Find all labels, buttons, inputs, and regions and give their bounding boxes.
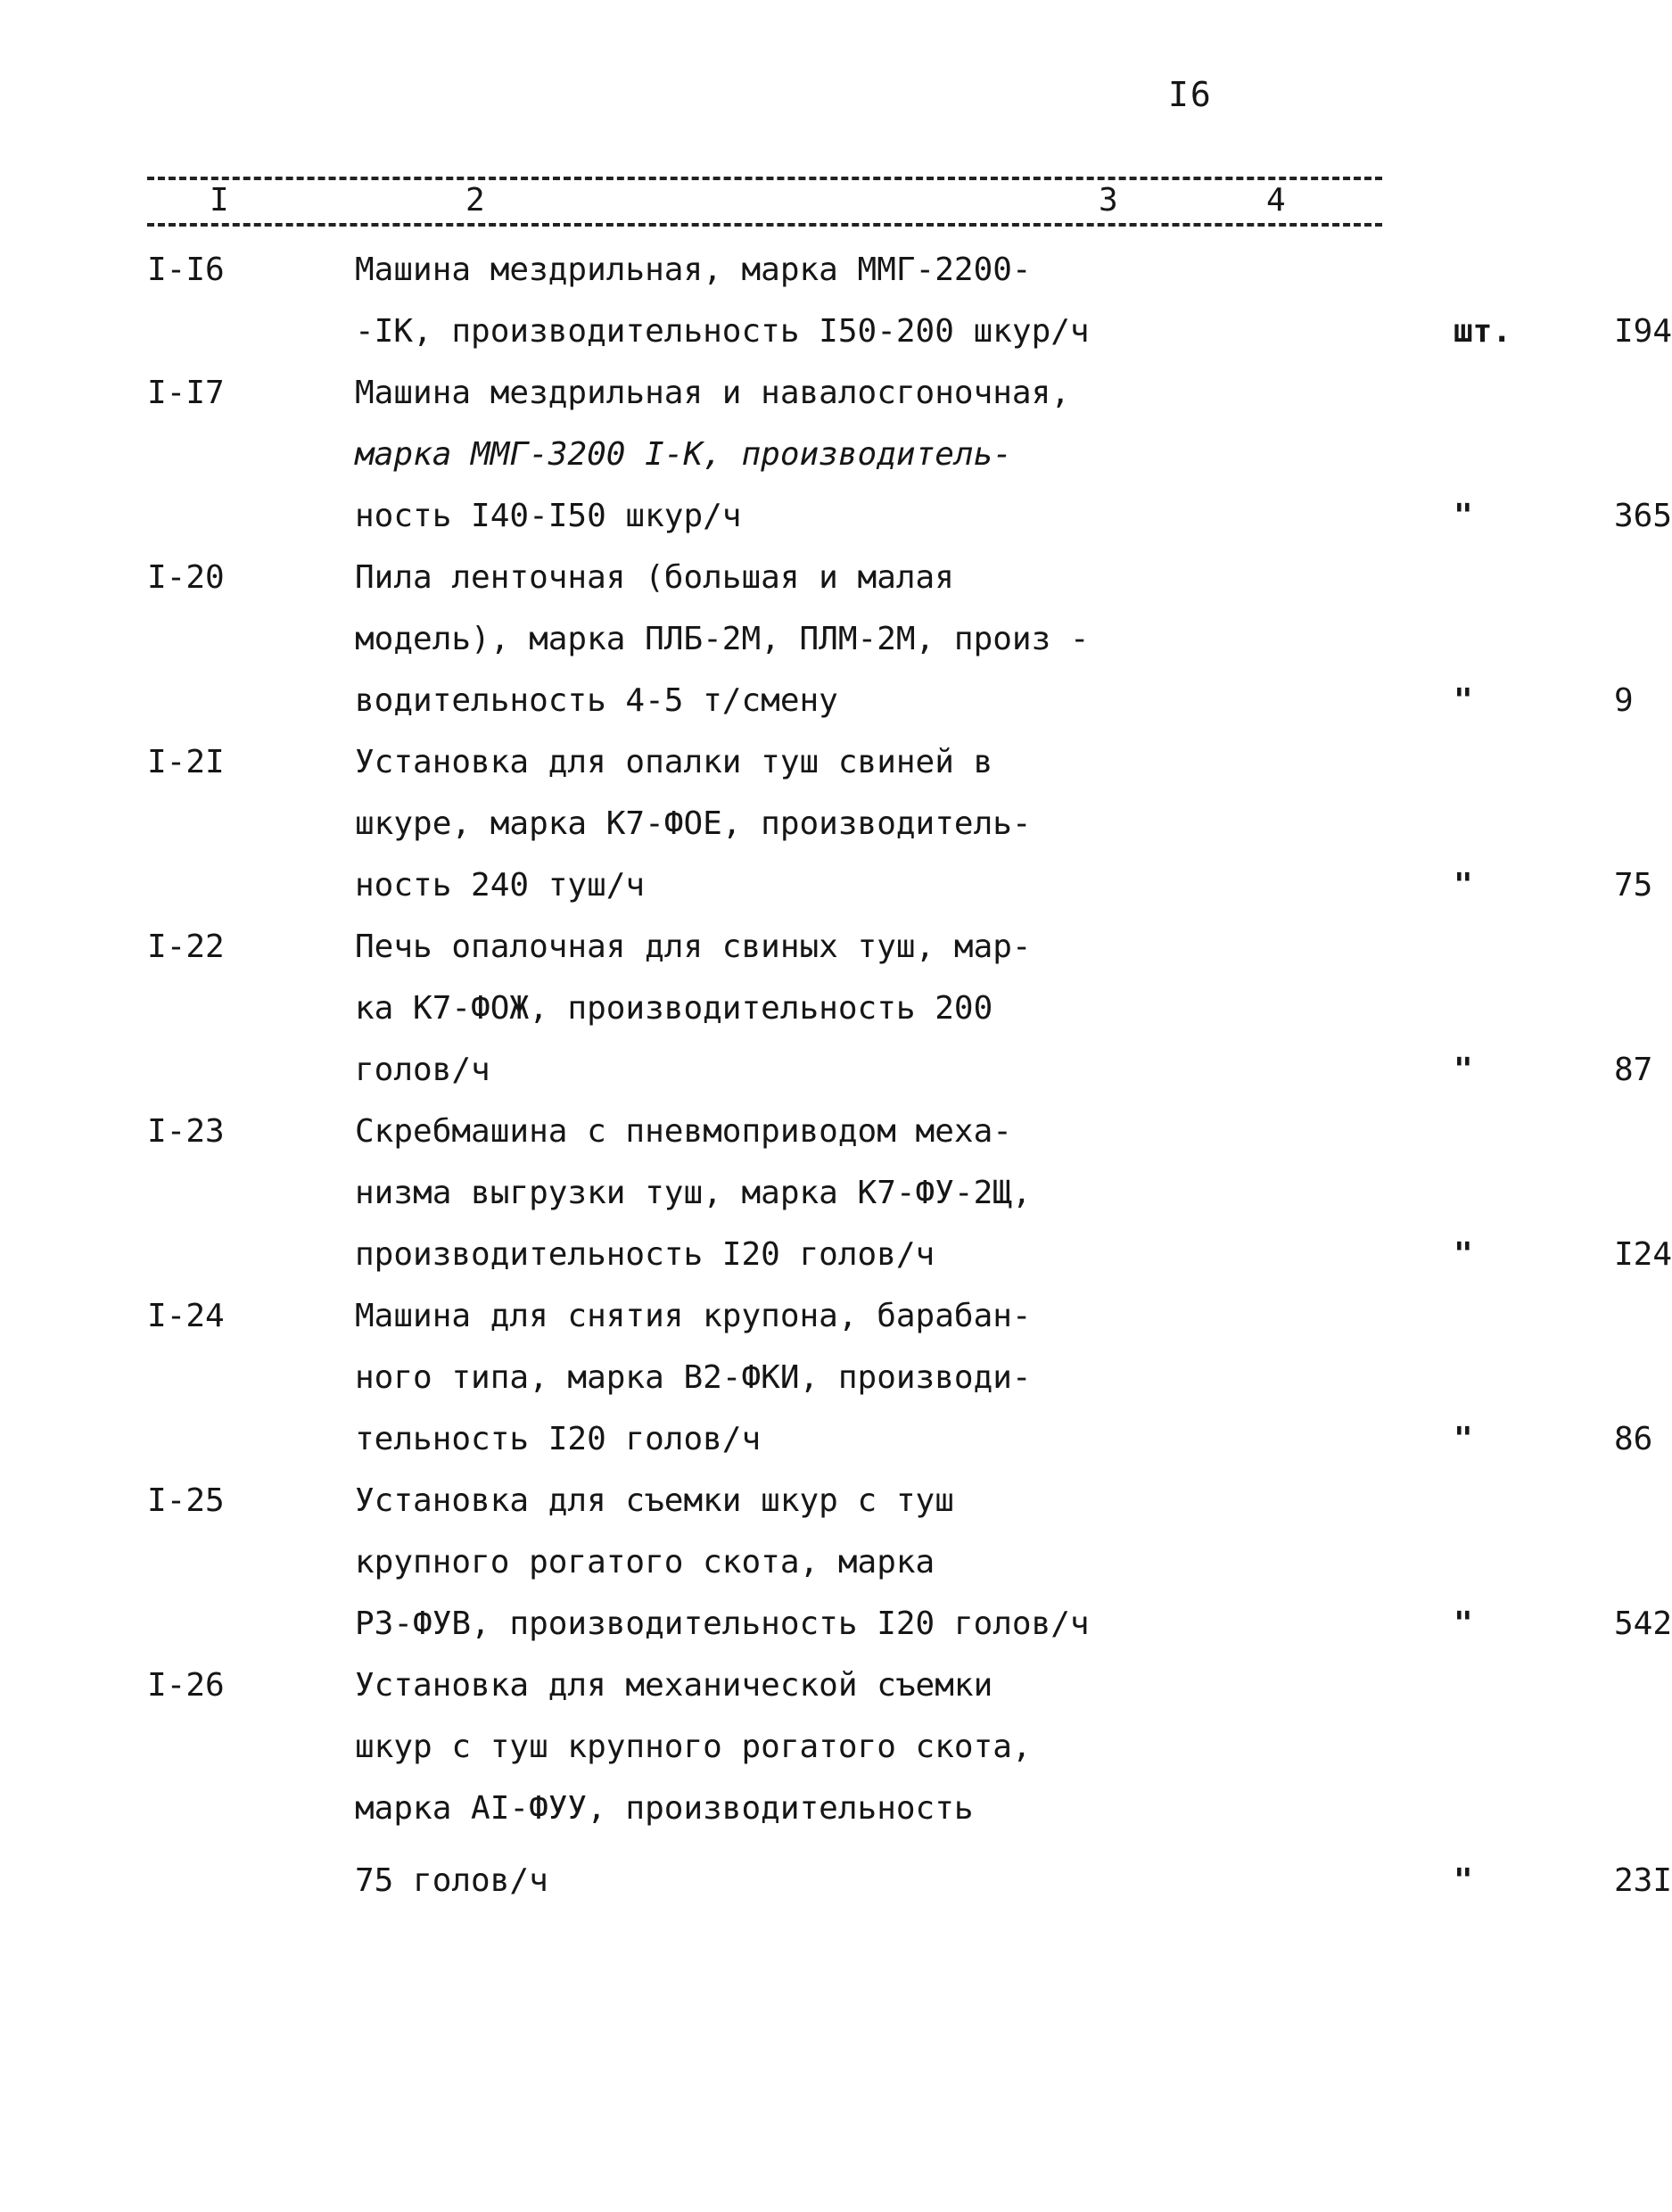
column-header-1: I — [210, 182, 229, 219]
description-line: Машина мездрильная и навалосгоночная, — [355, 375, 1070, 411]
description-line: низма выгрузки туш, марка К7-ФУ-2Щ, — [355, 1175, 1032, 1211]
item-code: I-I7 — [147, 375, 225, 411]
quantity-cell: I24 — [1614, 1236, 1672, 1273]
description-line: ность I40-I50 шкур/ч — [355, 498, 742, 534]
description-line: Установка для съемки шкур с туш — [355, 1482, 954, 1519]
description-line: марка АI-ФУУ, производительность — [355, 1790, 974, 1827]
table-row — [0, 1470, 1672, 1655]
header-dashed-rule-bottom — [147, 223, 1382, 227]
item-code: I-I6 — [147, 252, 225, 288]
description-line: Машина мездрильная, марка ММГ-2200- — [355, 252, 1032, 288]
table-row — [0, 731, 1653, 916]
item-code: I-24 — [147, 1298, 225, 1334]
item-code: I-22 — [147, 929, 225, 965]
description-line: Печь опалочная для свиных туш, мар- — [355, 929, 1032, 965]
description-line: ка К7-ФОЖ, производительность 200 — [355, 990, 993, 1027]
table-row — [0, 1285, 1653, 1470]
description-line: -IК, производительность I50-200 шкур/ч — [355, 313, 1090, 350]
unit-cell: " — [1454, 498, 1473, 534]
description-line: ного типа, марка В2-ФКИ, производи- — [355, 1359, 1032, 1396]
table-row — [0, 362, 1672, 547]
unit-cell: " — [1454, 682, 1473, 719]
column-header-2: 2 — [465, 182, 485, 219]
item-code: I-23 — [147, 1113, 225, 1150]
description-line: модель), марка ПЛБ-2М, ПЛМ-2М, произ - — [355, 621, 1090, 657]
quantity-cell: 365 — [1614, 498, 1672, 534]
description-line: шкур с туш крупного рогатого скота, — [355, 1729, 1032, 1765]
description-line: 75 голов/ч — [355, 1862, 548, 1899]
description-line: Пила ленточная (большая и малая — [355, 559, 954, 596]
unit-cell: шт. — [1454, 313, 1512, 350]
column-header-3: 3 — [1099, 182, 1118, 219]
header-dashed-rule-top — [147, 177, 1382, 180]
quantity-cell: 87 — [1614, 1052, 1653, 1088]
description-line: крупного рогатого скота, марка — [355, 1544, 935, 1581]
table-row — [0, 916, 1653, 1101]
description-line: Установка для механической съемки — [355, 1667, 993, 1704]
quantity-cell: I94 — [1614, 313, 1672, 350]
description-line: Машина для снятия крупона, барабан- — [355, 1298, 1032, 1334]
description-line: Р3-ФУВ, производительность I20 голов/ч — [355, 1605, 1090, 1642]
unit-cell: " — [1454, 1421, 1473, 1457]
description-line: ность 240 туш/ч — [355, 867, 646, 904]
description-line: производительность I20 голов/ч — [355, 1236, 935, 1273]
description-line: Установка для опалки туш свиней в — [355, 744, 993, 780]
table-row — [0, 1655, 1672, 1911]
quantity-cell: 542 — [1614, 1605, 1672, 1642]
quantity-cell: 23I — [1614, 1862, 1672, 1899]
description-line: Скребмашина с пневмоприводом меха- — [355, 1113, 1012, 1150]
column-header-4: 4 — [1266, 182, 1286, 219]
description-line: марка ММГ-3200 I-К, производитель- — [355, 436, 1012, 473]
quantity-cell: 9 — [1614, 682, 1634, 719]
item-code: I-2I — [147, 744, 225, 780]
description-line: тельность I20 голов/ч — [355, 1421, 762, 1457]
unit-cell: " — [1454, 1052, 1473, 1088]
quantity-cell: 75 — [1614, 867, 1653, 904]
quantity-cell: 86 — [1614, 1421, 1653, 1457]
unit-cell: " — [1454, 1605, 1473, 1642]
description-line: голов/ч — [355, 1052, 490, 1088]
page-number: I6 — [1168, 75, 1213, 114]
item-code: I-20 — [147, 559, 225, 596]
description-line: водительность 4-5 т/смену — [355, 682, 838, 719]
unit-cell: " — [1454, 1862, 1473, 1899]
equipment-table — [0, 239, 1672, 1911]
description-line: шкуре, марка К7-ФОЕ, производитель- — [355, 805, 1032, 842]
item-code: I-26 — [147, 1667, 225, 1704]
unit-cell: " — [1454, 867, 1473, 904]
table-row — [0, 547, 1634, 731]
table-row — [0, 239, 1672, 362]
table-row — [0, 1101, 1672, 1285]
unit-cell: " — [1454, 1236, 1473, 1273]
item-code: I-25 — [147, 1482, 225, 1519]
